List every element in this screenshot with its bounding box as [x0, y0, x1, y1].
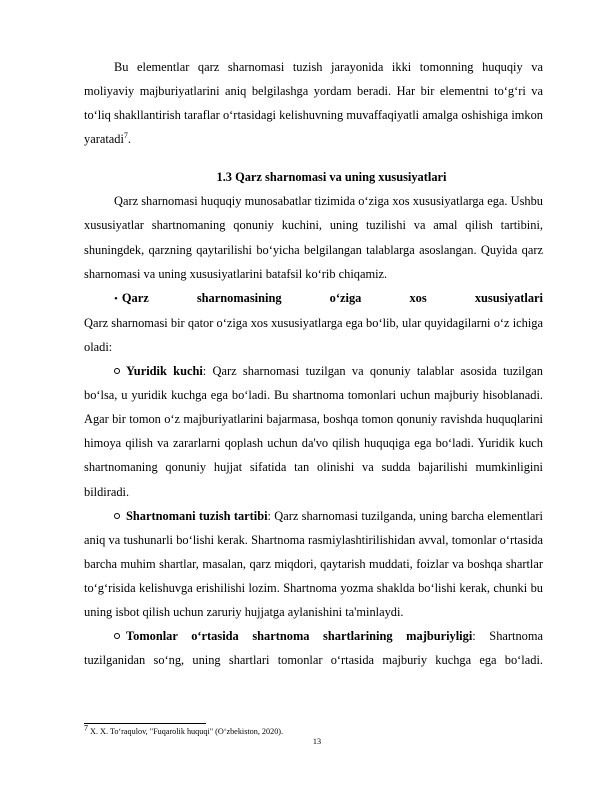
intro-end: . — [127, 132, 132, 147]
spacer — [84, 151, 543, 165]
bullet-title: Qarz sharnomasining o‘ziga xos xususiyatlari — [121, 290, 543, 305]
list-item-title: Yuridik kuchi — [126, 364, 203, 379]
footnote-text: X. X. To‘raqulov, "Fuqarolik huquqi" (O‘zbekiston, 2020). — [88, 727, 284, 736]
bullet-intro: Qarz sharnomasi bir qator o‘ziga xos xususiyatlarga ega bo‘lib, ular quyidagilarni o‘z ichiga oladi: — [84, 315, 543, 354]
intro-paragraph — [84, 55, 543, 151]
circle-bullet-icon — [114, 513, 120, 519]
footnote-divider — [84, 723, 206, 724]
intro-text: Bu elementlar qarz sharnomasi tuzish jarayonida ikki tomonning huquqiy va moliyaviy majburiyatlarini aniq belgilashga yordam beradi. Har bir elementni to‘g‘ri va to‘liq shakllantirish taraflar o‘rtasidagi kelishuvning muvaffaqiyatli amalga oshishiga imkon yaratadi — [84, 60, 543, 147]
footnote-reference[interactable]: 7 — [123, 131, 128, 141]
document-page — [84, 55, 543, 672]
list-item — [84, 624, 543, 672]
list-item-text: : Qarz sharnomasi tuzilgan va qonuniy talablar asosida tuzilgan bo‘lsa, u yuridik kuchga ega bo‘ladi. Bu shartnoma tomonlari uchun majburiy hisoblanadi. Agar bir tomon o‘z majburiyatlarini bajarmasa, boshqa tomon qonuniy ravishda huquqlarini himoya qilish va zararlarni qoplash uchun da'vo qilish huquqiga ega bo‘ladi. Yuridik kuch shartnomaning qonuniy hujjat sifatida tan olinishi va sudda bajarilishi mumkinligini bildiradi. — [84, 364, 543, 499]
section-heading: 1.3 Qarz sharnomasi va uning xususiyatlari — [216, 170, 447, 185]
section-paragraph: Qarz sharnomasi huquqiy munosabatlar tizimida o‘ziga xos xususiyatlarga ega. Ushbu xususiyatlar shartnomaning qonuniy kuchini, uning tuzilishi va amal qilish tartibini, shuningdek, qarzning qaytarilishi bo‘yicha belgilangan talablarga asoslangan. Quyida qarz sharnomasi va uning xususiyatlarini batafsil ko‘rib chiqamiz. — [84, 194, 543, 281]
list-item — [84, 359, 543, 504]
list-item-text: : Qarz sharnomasi tuzilganda, uning barcha elementlari aniq va tushunarli bo‘lishi kerak. Shartnoma rasmiylashtirilishidan avval, tomonlar o‘rtasida barcha muhim shartlar, masalan, qarz miqdori, qaytarish muddati, foizlar va boshqa shartlar to‘g‘risida kelishuvga erishilishi lozim. Shartnoma yozma shaklda bo‘lishi kerak, chunki bu uning isbot qilish uchun zaruriy hujjatga aylanishini ta'minlaydi. — [84, 508, 543, 619]
page-number: 13 — [312, 737, 322, 746]
list-item-title: Tomonlar o‘rtasida shartnoma shartlarining majburiyligi — [126, 629, 473, 644]
footnote-number: 7 — [84, 723, 88, 733]
footnote — [84, 723, 284, 737]
bullet-heading — [84, 286, 543, 311]
list-item-text: : Shartnoma tuzilganidan so‘ng, uning shartlari tomonlar o‘rtasida majburiy kuchga ega bo‘ladi. — [84, 629, 543, 668]
list-item — [84, 504, 543, 624]
circle-bullet-icon — [114, 633, 120, 639]
list-item-title: Shartnomani tuzish tartibi — [126, 508, 268, 523]
circle-bullet-icon — [114, 368, 120, 374]
bullet-icon: • — [114, 292, 118, 305]
